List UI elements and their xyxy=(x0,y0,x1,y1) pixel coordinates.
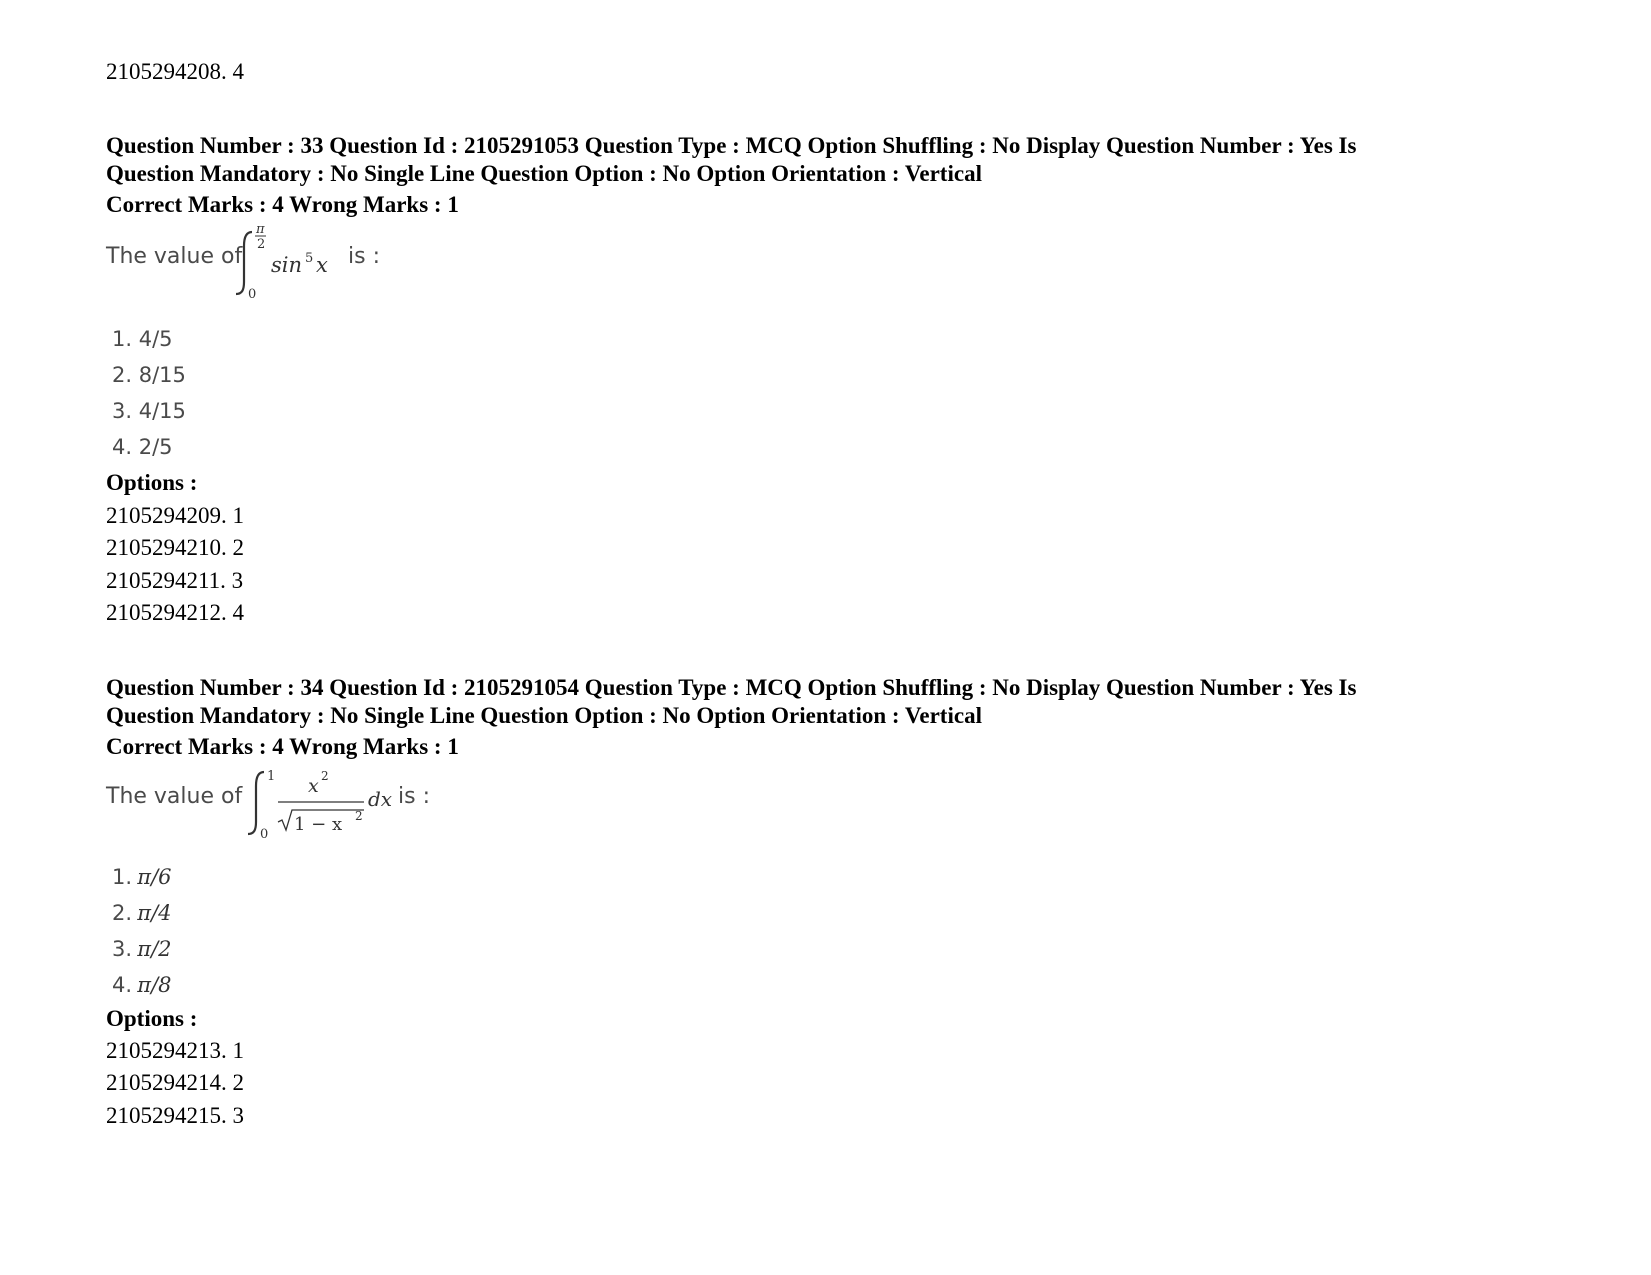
integral-lower-limit: 0 xyxy=(260,827,269,842)
integral-sign xyxy=(236,232,252,294)
question-marks: Correct Marks : 4 Wrong Marks : 1 xyxy=(106,192,459,217)
choice-number: 1. xyxy=(112,327,133,351)
question-text-suffix: is : xyxy=(398,784,430,809)
choice-value: π/6 xyxy=(137,865,172,889)
document-page xyxy=(106,0,1546,1275)
option-line: 2105294211. 3 xyxy=(106,568,244,593)
question-meta-line: Question Number : 33 Question Id : 2105291053 Question Type : MCQ Option Shuffling : No Display Question Number : Yes Is xyxy=(106,133,1357,158)
choice-value: 2/5 xyxy=(138,435,173,459)
choice-value: 8/15 xyxy=(138,363,186,387)
integral-lower-limit: 0 xyxy=(248,287,257,302)
option-line: 2105294213. 1 xyxy=(106,1038,244,1063)
question-text-prefix: The value of xyxy=(106,244,243,269)
choice-value: 4/5 xyxy=(138,327,173,351)
choice-value: 4/15 xyxy=(138,399,186,423)
option-line: 2105294208. 4 xyxy=(106,59,244,84)
choice-number: 3. xyxy=(112,399,133,423)
option-line: 2105294215. 3 xyxy=(106,1103,244,1128)
question-meta-line: Question Mandatory : No Single Line Question Option : No Option Orientation : Vertical xyxy=(106,703,982,728)
denominator-expression: 1 − x xyxy=(294,814,343,835)
integrand-power: 5 xyxy=(305,251,314,266)
choice-number: 2. xyxy=(112,363,133,387)
denominator-power: 2 xyxy=(355,809,363,823)
options-label: Options : xyxy=(106,1006,198,1031)
differential: dx xyxy=(368,787,393,811)
answer-choice xyxy=(112,864,172,890)
integral-upper-limit: 1 xyxy=(267,769,276,784)
question-meta xyxy=(106,132,1526,188)
question-text-suffix: is : xyxy=(348,244,380,269)
choice-number: 1. xyxy=(112,865,133,889)
choice-number: 3. xyxy=(112,937,133,961)
question-marks: Correct Marks : 4 Wrong Marks : 1 xyxy=(106,734,459,759)
integral-upper-numerator: π xyxy=(256,222,265,237)
numerator-power: 2 xyxy=(321,769,329,783)
option-line: 2105294212. 4 xyxy=(106,600,244,625)
choice-value: π/4 xyxy=(137,901,172,925)
answer-choice xyxy=(112,936,172,962)
numerator-variable: x xyxy=(308,775,319,797)
question-text-prefix: The value of xyxy=(106,784,243,809)
options-label: Options : xyxy=(106,470,198,495)
option-line: 2105294210. 2 xyxy=(106,535,244,560)
choice-value: π/8 xyxy=(137,973,172,997)
option-line: 2105294214. 2 xyxy=(106,1070,244,1095)
answer-choice xyxy=(112,434,173,460)
answer-choice xyxy=(112,972,172,998)
answer-choice xyxy=(112,362,186,388)
choice-value: π/2 xyxy=(137,937,172,961)
answer-choice xyxy=(112,900,172,926)
question-meta-line: Question Mandatory : No Single Line Question Option : No Option Orientation : Vertical xyxy=(106,161,982,186)
choice-number: 4. xyxy=(112,973,133,997)
integrand-function: sin xyxy=(271,253,303,277)
integrand-variable: x xyxy=(316,253,328,277)
integral-sign xyxy=(248,772,264,834)
integral-upper-denominator: 2 xyxy=(257,237,266,252)
question-meta-line: Question Number : 34 Question Id : 2105291054 Question Type : MCQ Option Shuffling : No Display Question Number : Yes Is xyxy=(106,675,1357,700)
answer-choice xyxy=(112,398,186,424)
choice-number: 2. xyxy=(112,901,133,925)
choice-number: 4. xyxy=(112,435,133,459)
answer-choice xyxy=(112,326,173,352)
option-line: 2105294209. 1 xyxy=(106,503,244,528)
question-meta xyxy=(106,674,1526,730)
